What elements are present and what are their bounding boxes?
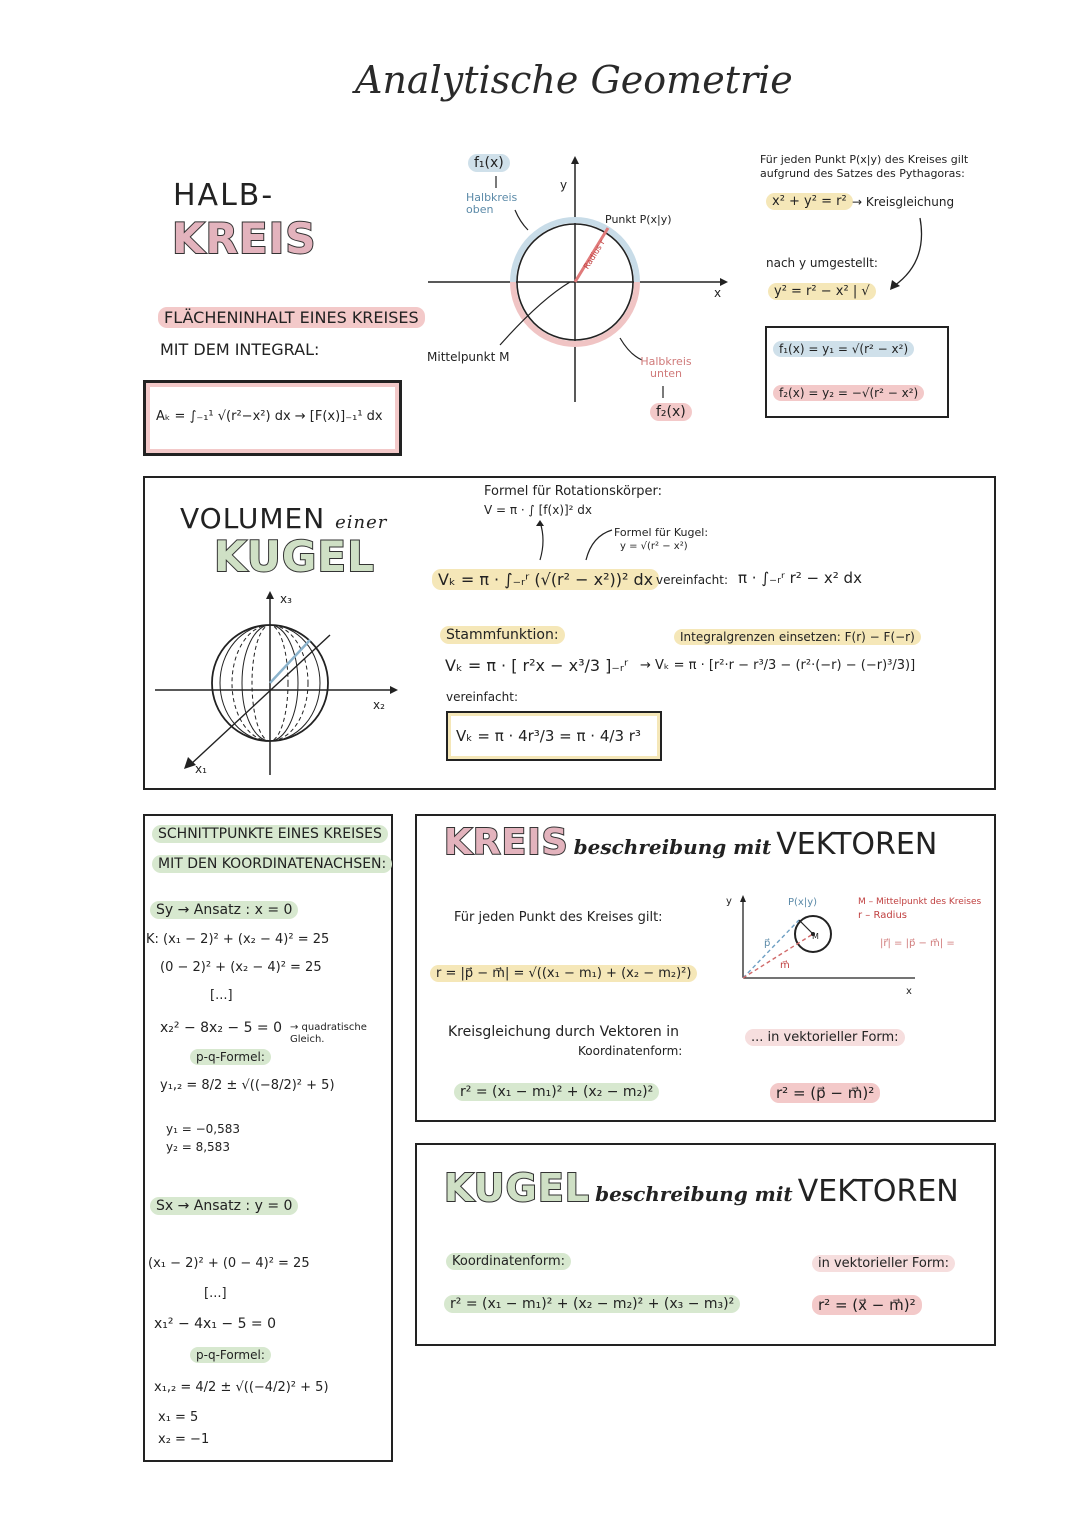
vereinfacht2-label: vereinfacht:: [446, 690, 519, 704]
x1-result: x₁ = 5: [158, 1410, 199, 1425]
sx-ansatz-text: Sx → Ansatz : y = 0: [150, 1197, 298, 1215]
integralgrenzen-label: [674, 630, 921, 644]
mittelpunkt-label: Mittelpunkt M: [427, 350, 510, 364]
sy-ansatz: [150, 902, 298, 918]
kugel-vektoren-heading: [444, 1166, 959, 1210]
kreis-vektoren-script: beschreibung mit: [573, 835, 772, 859]
y-axis-label: y: [560, 178, 568, 192]
halbkreis-heading-bubble: KREIS: [172, 214, 317, 263]
kugel-vektoren-script: beschreibung mit: [595, 1182, 793, 1206]
pq-label2-text: p-q-Formel:: [190, 1347, 271, 1363]
vekt-formula: [770, 1084, 880, 1102]
vereinfacht-label: vereinfacht:: [656, 573, 729, 587]
halbkreis-oben-label: Halbkreis oben: [466, 191, 518, 216]
page-title: Analytische Geometrie: [355, 58, 793, 102]
f2-label-text: f₂(x): [650, 403, 692, 421]
umgestellt-formula-text: y² = r² − x² | √: [768, 283, 876, 300]
f1-label: [468, 155, 510, 171]
f2-formula: [773, 386, 924, 400]
umgestellt-arrow: [880, 212, 940, 292]
y2: y₂ = 8,583: [166, 1140, 230, 1154]
x-axis-label: x: [714, 286, 722, 300]
vekt-label-text: ... in vektorieller Form:: [745, 1029, 905, 1046]
kreisgleichung-formula: [766, 194, 853, 209]
dots2: [...]: [204, 1286, 227, 1301]
umgestellt-label: nach y umgestellt:: [766, 256, 878, 270]
schnitt-heading-line2: [152, 856, 392, 872]
vekt-label: [745, 1030, 905, 1045]
kugel-formula: y = √(r² − x²): [620, 541, 688, 552]
integral-formula: Aₖ = ∫₋₁¹ √(r²−x²) dx → [F(x)]₋₁¹ dx: [156, 409, 383, 424]
integralgrenzen-formula: → Vₖ = π · [r²·r − r³/3 − (r²·(−r) − (−r)³/3)]: [640, 658, 916, 673]
sy-ansatz-text: Sy → Ansatz : x = 0: [150, 901, 298, 919]
dots1: [...]: [210, 988, 233, 1003]
diag-x-label: x: [906, 986, 912, 997]
diag-vec-p-label: p⃗: [764, 938, 771, 949]
pq-formula1: y₁,₂ = 8/2 ± √((−8/2)² + 5): [160, 1078, 335, 1093]
y1: y₁ = −0,583: [166, 1122, 241, 1136]
x2-result: x₂ = −1: [158, 1432, 210, 1447]
f1-formula: [773, 342, 914, 356]
kugel-vekt-formula: [812, 1296, 922, 1314]
r-formula: [430, 966, 697, 981]
kugel-formula-label: Formel für Kugel:: [614, 526, 709, 539]
kugel-vekt-label: [812, 1256, 955, 1271]
koord-line1: Kreisgleichung durch Vektoren in: [448, 1024, 679, 1040]
kugel-vektoren-bubble: KUGEL: [444, 1166, 590, 1210]
kugel-koord-label-text: Koordinatenform:: [446, 1253, 571, 1270]
stammfunktion-label-text: Stammfunktion:: [440, 626, 565, 644]
halbkreis-heading-top: HALB-: [173, 178, 275, 213]
flaeche-line2: MIT DEM INTEGRAL:: [160, 340, 320, 359]
kugel-vektoren-big: VEKTOREN: [797, 1174, 959, 1209]
vereinfacht-formula: π · ∫₋ᵣʳ r² − x² dx: [738, 569, 862, 587]
kugel-heading-bubble: KUGEL: [214, 532, 375, 581]
volumen-heading-top: [180, 502, 387, 535]
flaeche-line1: [158, 308, 425, 327]
integralgrenzen-label-text: Integralgrenzen einsetzen: F(r) − F(−r): [674, 629, 921, 645]
legend-m: M – Mittelpunkt des Kreises: [858, 897, 982, 907]
kreisgleichung-formula-text: x² + y² = r²: [766, 193, 853, 210]
kugel-diagram: [150, 585, 410, 780]
f2-formula-text: f₂(x) = y₂ = −√(r² − x²): [773, 385, 924, 401]
radius-label: Radius r: [581, 238, 607, 271]
volumen-heading-small: einer: [335, 512, 388, 533]
kugel-vekt-formula-text: r² = (x⃗ − m⃗)²: [812, 1295, 922, 1315]
quad-label: → quadratische Gleich.: [290, 1022, 367, 1045]
quad-eq: x₂² − 8x₂ − 5 = 0: [160, 1020, 283, 1036]
kugel-axis-x3: x₃: [280, 592, 292, 606]
kugel-axis-x1: x₁: [195, 762, 207, 776]
sx-ansatz: [150, 1198, 298, 1214]
schnitt-heading-line1: [152, 826, 388, 842]
vk-formula-text: Vₖ = π · ∫₋ᵣʳ (√(r² − x²))² dx: [432, 569, 659, 590]
pq-label1: [190, 1050, 271, 1064]
f1-formula-text: f₁(x) = y₁ = √(r² − x²): [773, 341, 914, 357]
right-note-line1: Für jeden Punkt P(x|y) des Kreises gilt: [760, 153, 969, 166]
sx-eq: (x₁ − 2)² + (0 − 4)² = 25: [148, 1256, 310, 1271]
koord-line2: Koordinatenform:: [578, 1044, 683, 1058]
pq-label2: [190, 1348, 271, 1362]
sx-quad: x₁² − 4x₁ − 5 = 0: [154, 1316, 277, 1332]
vk-formula: [432, 570, 659, 589]
umgestellt-formula: [768, 284, 876, 299]
kugel-vekt-label-text: in vektorieller Form:: [812, 1255, 955, 1272]
kreisgleichung-label: → Kreisgleichung: [852, 195, 955, 209]
kreis-vektoren-big: VEKTOREN: [776, 827, 938, 862]
diag-vec-m-label: m⃗: [780, 960, 790, 971]
right-note-line2: aufgrund des Satzes des Pythagoras:: [760, 167, 965, 180]
punkt-label: Punkt P(x|y): [605, 213, 672, 226]
f1-label-text: f₁(x): [468, 154, 510, 172]
rotation-formula: V = π · ∫ [f(x)]² dx: [484, 503, 593, 517]
fuer-jeden-punkt: Für jeden Punkt des Kreises gilt:: [454, 910, 663, 925]
vekt-formula-text: r² = (p⃗ − m⃗)²: [770, 1083, 880, 1103]
kugel-koord-formula: [444, 1296, 740, 1312]
volumen-heading-text: VOLUMEN: [180, 502, 326, 535]
kreis-vektoren-bubble: KREIS: [444, 822, 569, 863]
halbkreis-unten-label: Halbkreis unten: [640, 355, 692, 380]
diag-p-label: P(x|y): [788, 897, 818, 908]
kugel-axis-x2: x₂: [373, 698, 385, 712]
koord-formula-text: r² = (x₁ − m₁)² + (x₂ − m₂)²: [454, 1083, 659, 1101]
diag-m-label: M: [812, 932, 819, 941]
stammfunktion-formula: Vₖ = π · [ r²x − x³/3 ]₋ᵣʳ: [445, 656, 629, 675]
result-formula: Vₖ = π · 4r³/3 = π · 4/3 r³: [456, 727, 641, 745]
rotation-label: Formel für Rotationskörper:: [484, 484, 663, 499]
r-formula-text: r = |p⃗ − m⃗| = √((x₁ − m₁) + (x₂ − m₂)²): [430, 965, 697, 982]
flaeche-line1-text: FLÄCHENINHALT EINES KREISES: [158, 307, 425, 328]
volumen-arrows: [520, 520, 620, 570]
legend-r: r – Radius: [858, 910, 907, 921]
legend-eq: |r⃗| = |p⃗ − m⃗| =: [880, 938, 955, 949]
pq-label1-text: p-q-Formel:: [190, 1049, 271, 1065]
result-box: [446, 711, 662, 761]
f2-label: [650, 404, 692, 420]
kugel-koord-formula-text: r² = (x₁ − m₁)² + (x₂ − m₂)² + (x₃ − m₃)²: [444, 1295, 740, 1313]
kreis-vektoren-heading: [444, 822, 937, 863]
kugel-koord-label: [446, 1254, 571, 1269]
schnitt-heading-line1-text: SCHNITTPUNKTE EINES KREISES: [152, 825, 388, 843]
k-sub: (0 − 2)² + (x₂ − 4)² = 25: [160, 960, 322, 975]
koord-formula: [454, 1084, 659, 1100]
f-formulas-box: [765, 326, 949, 418]
schnitt-heading-line2-text: MIT DEN KOORDINATENACHSEN:: [152, 855, 392, 873]
pq-formula2: x₁,₂ = 4/2 ± √((−4/2)² + 5): [154, 1380, 329, 1395]
k-eq: K: (x₁ − 2)² + (x₂ − 4)² = 25: [146, 932, 330, 947]
diag-y-label: y: [726, 896, 732, 907]
integral-box: [143, 380, 402, 456]
stammfunktion-label: [440, 627, 565, 643]
